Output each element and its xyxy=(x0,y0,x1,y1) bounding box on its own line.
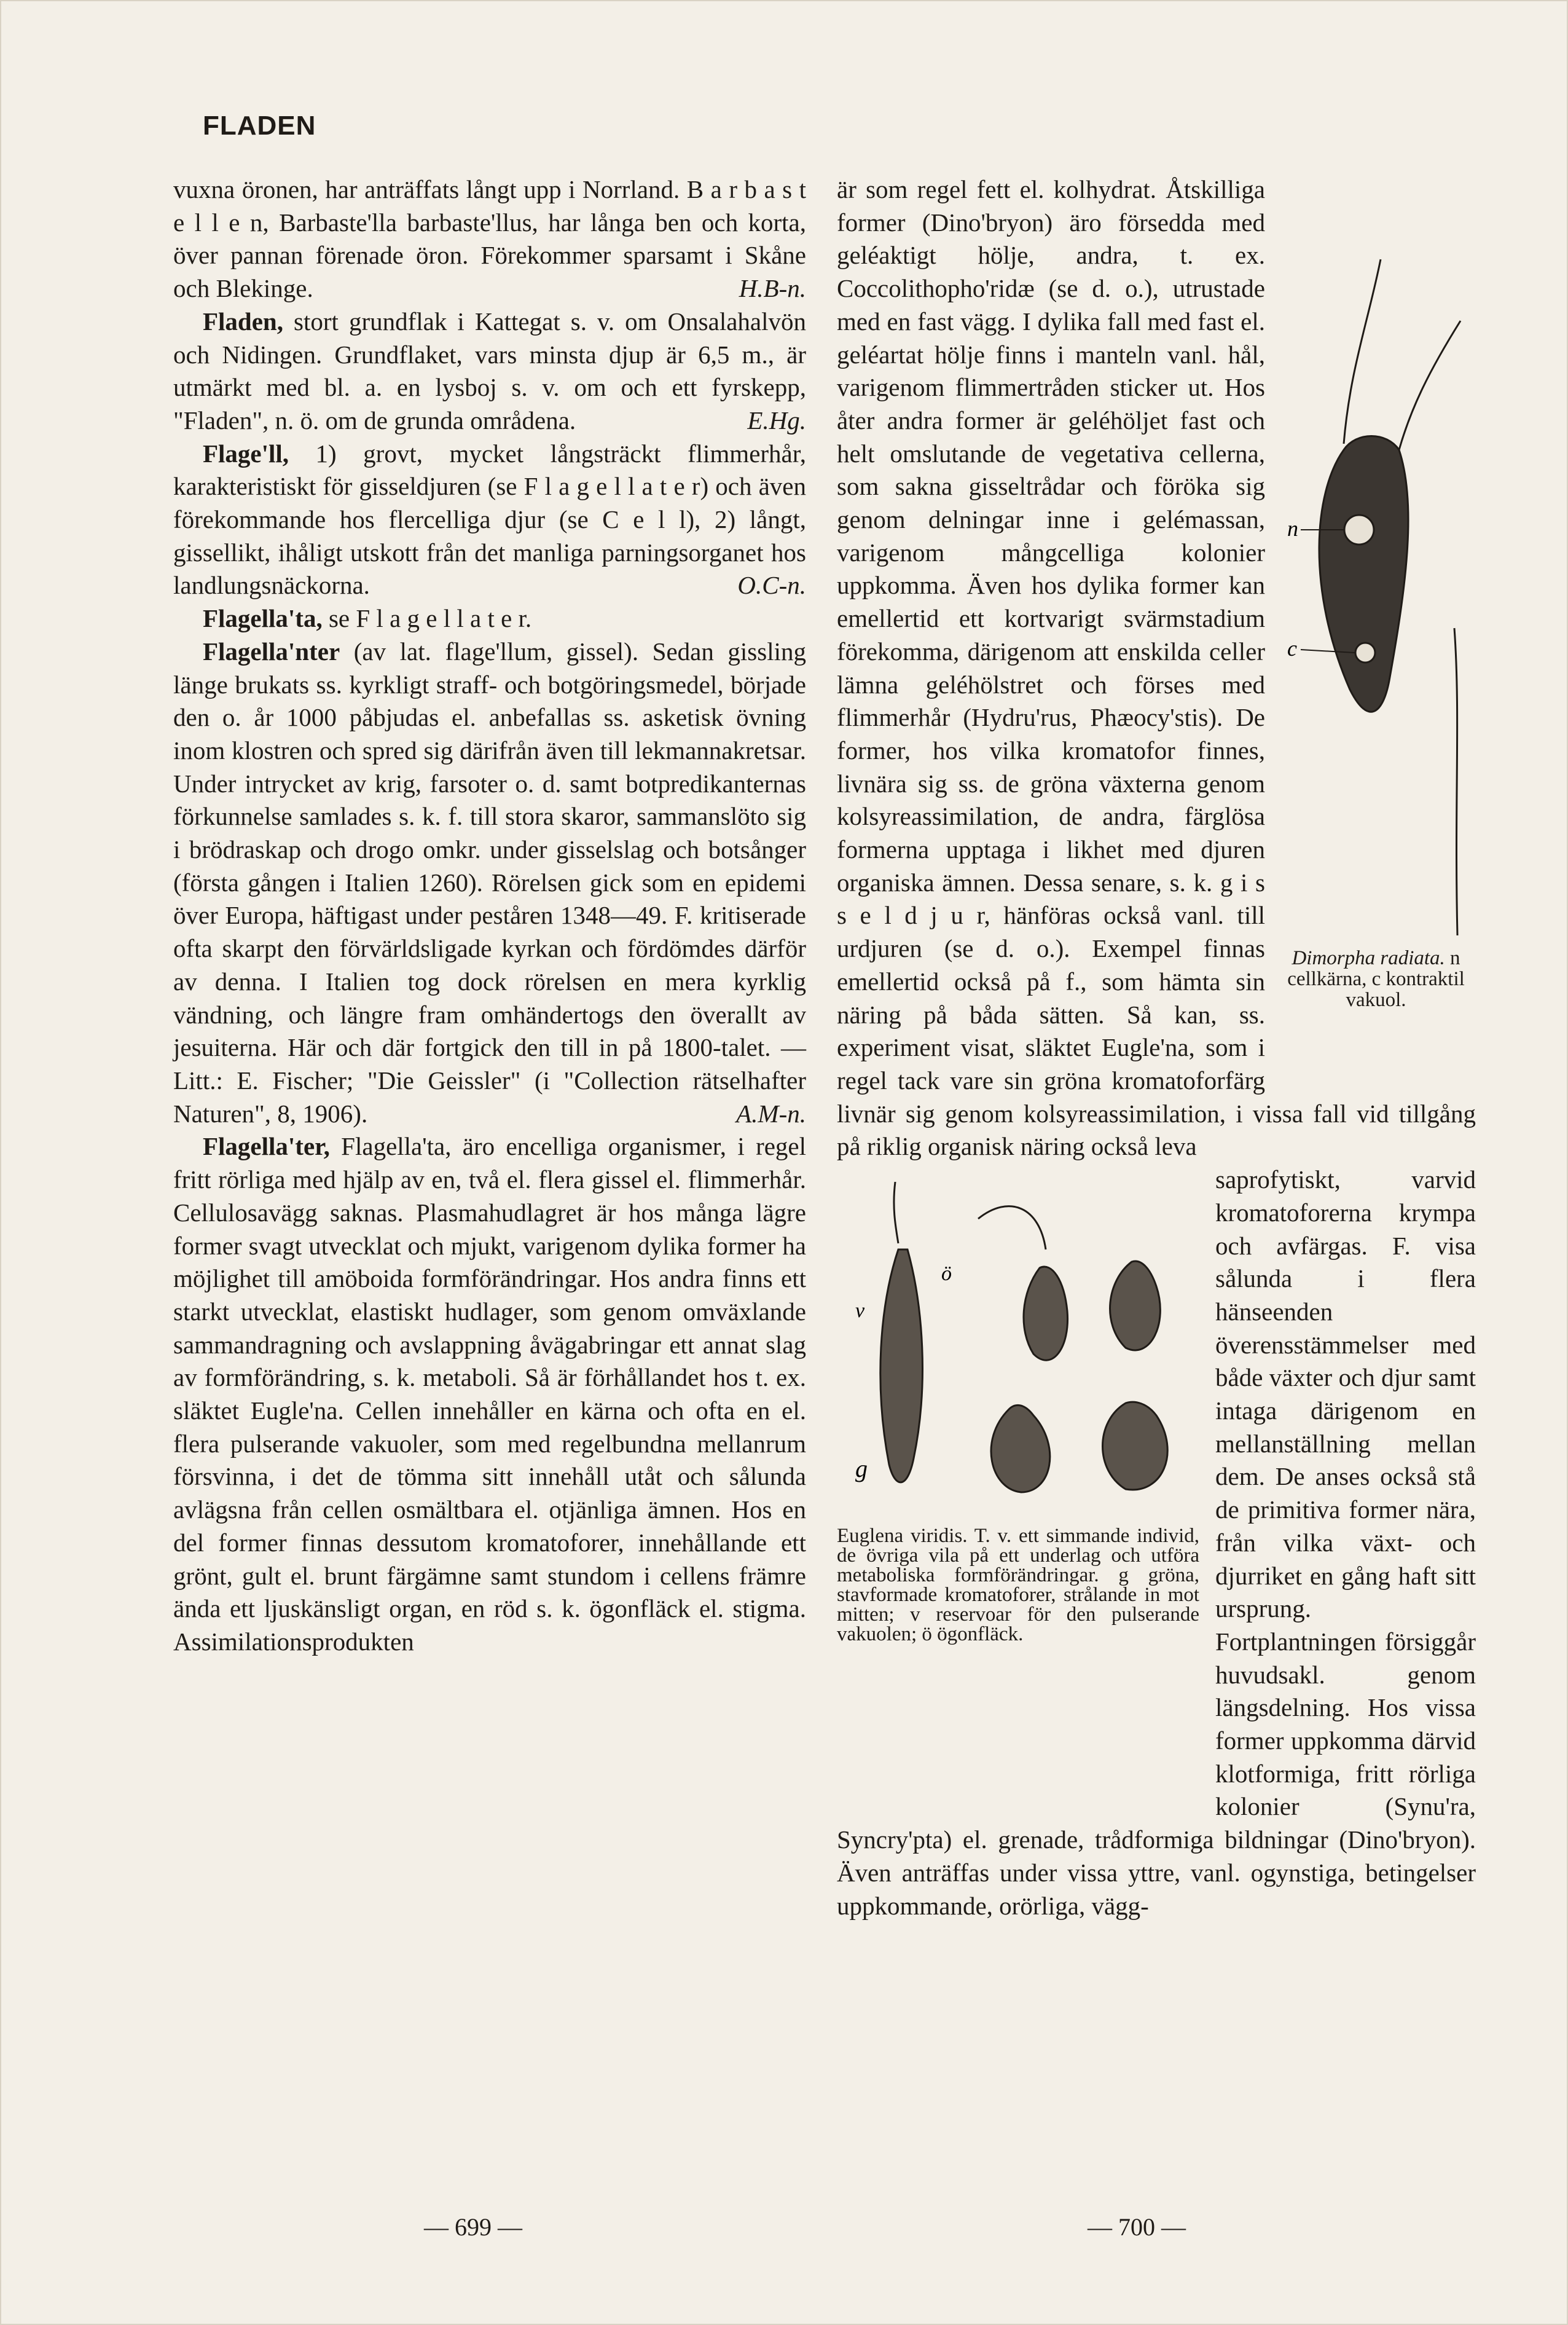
paragraph-right-part1: är som regel fett el. kolhydrat. Åtskilliga former (Dino'bryon) äro försedda med geléaktigt hölje, andra, t. ex. Coccolithopho'ridæ (se d. o.), utrustade med en fast vägg. I dylika fall med fast el. geléartat hölje finns i manteln vanl. hål, varigenom flimmertråden sticker ut. Hos åter andra former är geléhöljet fast och helt omslutande de vegetativa cellerna, som sakna gisseltrådar och föröka sig genom delningar inne i gelémassan, varigenom mångcelliga kolonier uppkomma. Även hos dylika former kan emellertid ett kortvarigt svärmstadium förekomma, därigenom att enskilda celler lämna geléhölstret och förses med flimmerhår (Hydru'rus, Phæocy'stis). De former, hos vilka kromatofor finnes, livnära sig ss. de gröna växterna genom kolsyreassimilation, de andra, färglösa formerna upptaga i likhet med djuren organiska ämnen. Dessa senare, s. k. g i s s e l d j u r, hänföras också vanl. till urdjuren (se d. o.). Exempel finnas emellertid också på f., som hämta sin näring på båda sätten. Så kan, ss. experiment visat, släktet Eugle'na, som i regel tack vare sin gröna kromatoforfärg livnär sig genom kolsyreassimilation, i vissa fall vid tillgång på riklig organisk näring också leva xyxy=(837,175,1476,1161)
left-column xyxy=(173,173,806,1659)
headword: Flage'll, xyxy=(203,439,289,468)
euglena-caption: Euglena viridis. T. v. ett simmande individ, de övriga vila på ett underlag och utföra metaboliska formförändringar. g gröna, stavformade kromatoforer, strålande in mot mitten; v reservoar för den pulserande vakuolen; ö ögonfläck. xyxy=(837,1525,1199,1646)
entry-flagellata: Flagella'ta, se F l a g e l l a t e r. xyxy=(203,604,532,633)
label-v: v xyxy=(855,1299,865,1323)
headword: Flagella'nter xyxy=(203,637,340,666)
figure-euglena xyxy=(837,1182,1199,1821)
label-g: g xyxy=(855,1455,868,1483)
entry-flagellater: Flagella'ter, Flagella'ta, äro encelliga organismer, i regel fritt rörliga med hjälp av en, två el. flera gissel el. flimmerhår. Cellulosavägg saknas. Plasmahudlagret är hos många lägre former svagt utvecklat och mjukt, varigenom dylika former ha möjlighet till amöboida formförändringar. Hos andra finns ett starkt utvecklat, elastiskt hudlager, som genom omväxlande sammandragning och avslappning åvägabringar ett annat slag av formförändring, s. k. metaboli. Så är förhållandet hos t. ex. släktet Eugle'na. Cellen innehåller en kärna och ofta en el. flera pulserande vakuoler, som med regelbundna mellanrum försvinna, i det de tömma sitt innehåll utåt och sålunda avlägsna från cellen osmältbara el. otjänliga ämnen. Hos en del former finnas dessutom kromatoforer, innehållande ett grönt, gult el. brunt färgämne samt stundom i cellens främre ända ett ljuskänsligt organ, en röd s. k. ögonfläck el. stigma. Assimilationsprodukten xyxy=(173,1132,807,1656)
headword: Fladen, xyxy=(203,307,283,336)
figure-dimorpha xyxy=(1276,247,1476,1095)
page-number-right: — 700 — xyxy=(1088,2213,1186,2241)
headword: Flagella'ta, xyxy=(203,604,323,633)
paragraph-barbastellen: vuxna öronen, har anträffats långt upp i Norrland. B a r b a s t e l l e n, Barbaste'lla barbaste'llus, har långa ben och korta, över pannan förenade öron. Förekommer sparsamt i Skåne och Blekinge. H.B-n. xyxy=(173,173,806,305)
paragraph-right-part2: saprofytiskt, varvid kromatoforerna krympa och avfärgas. F. visa sålunda i flera hänseenden överensstämmelser med både växter och djur samt intaga därigenom en mellanställning mellan dem. De anses också stå de primitiva former nära, från vilka växt- och djurriket en gång haft sitt ursprung. Fortplantningen försiggår huvudsakl. genom längsdelning. Hos vissa former uppkomma därvid klotformiga, fritt rörliga kolonier (Synu'ra, Syncry'pta) el. grenade, trådformiga bildningar (Dino'bryon). Även anträffas under vissa yttre, vanl. ogynstiga, betingelser uppkommande, orörliga, vägg- xyxy=(837,1165,1476,1920)
label-n: n xyxy=(1287,516,1298,541)
author-signature: A.M-n. xyxy=(736,1099,806,1128)
author-signature: O.C-n. xyxy=(737,571,806,600)
running-head: FLADEN xyxy=(203,111,316,141)
euglena-illustration xyxy=(837,1182,1199,1526)
entry-fladen: Fladen, stort grundflak i Kattegat s. v. om Onsalahalvön och Nidingen. Grundflaket, vars minsta djup är 6,5 m., är utmärkt med bl. a. en lysboj s. v. om och ett fyrskepp, "Fladen", n. ö. om de grunda områdena. E.Hg. xyxy=(173,305,806,438)
dimorpha-caption: Dimorpha radiata. n cellkärna, c kontraktil vakuol. xyxy=(1287,947,1465,1011)
label-o: ö xyxy=(941,1262,952,1286)
dimorpha-illustration xyxy=(1276,247,1476,948)
right-column xyxy=(837,173,1476,1922)
page-number-left: — 699 — xyxy=(424,2213,522,2241)
entry-flagell: Flage'll, 1) grovt, mycket långsträckt flimmerhår, karakteristiskt för gisseldjuren (se F l a g e l l a t e r) och även förekommande hos flercelliga djur (se C e l l), 2) långt, gissellikt, ihåligt utskott från det manliga parningsorganet hos landlungsnäckorna. O.C-n. xyxy=(173,438,806,603)
author-signature: H.B-n. xyxy=(739,274,806,303)
entry-flagellanter: Flagella'nter (av lat. flage'llum, gissel). Sedan gissling länge brukats ss. kyrkligt straff- och botgöringsmedel, började den o. år 1000 påbjudas el. anbefallas ss. asketisk övning inom klostren och spred sig därifrån även till lekmannakretsar. Under intrycket av krig, farsoter o. d. samt botpredikanternas förkunnelse samlades s. k. f. till stora skaror, sammanslöto sig i brödraskap och drogo omkr. under gisselslag och botsånger (första gången i Italien 1260). Rörelsen gick som en epidemi över Europa, häftigast under peståren 1348—49. F. kritiserade ofta skarpt den förvärldsligade kyrkan och fördömdes därför av denna. I Italien tog dock rörelsen en mera kyrklig vändning, och längre fram omhändertogs den överallt av jesuiterna. Här och där fortgick den till in på 1800-talet. — Litt.: E. Fischer; "Die Geissler" (i "Collection rätselhafter Naturen", 8, 1906). A.M-n. xyxy=(173,635,806,1131)
author-signature: E.Hg. xyxy=(747,406,806,435)
headword: Flagella'ter, xyxy=(203,1132,330,1161)
label-c: c xyxy=(1287,636,1297,661)
